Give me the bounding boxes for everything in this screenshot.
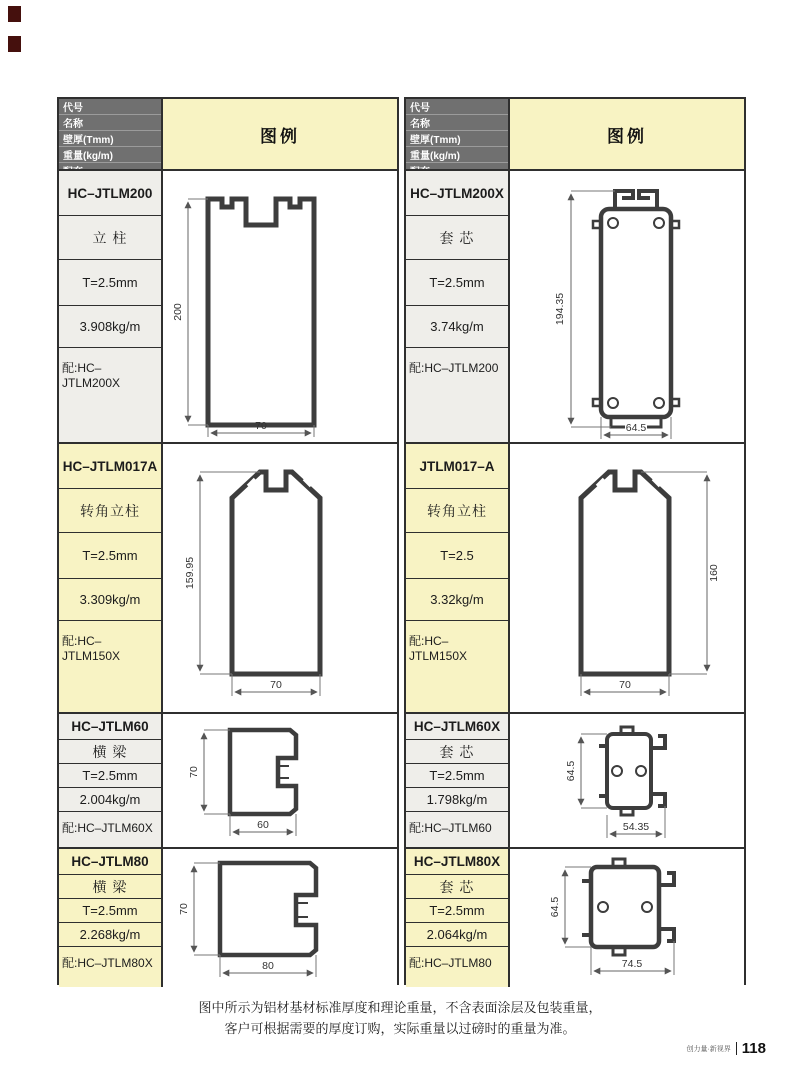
profile-row-HC-JTLM80X	[406, 847, 744, 987]
profile-match: 配:HC–JTLM60X	[62, 821, 153, 835]
profile-labels	[59, 171, 163, 442]
profile-outline	[581, 472, 669, 674]
header-field-labels	[406, 99, 510, 169]
profile-diagram-cell	[510, 171, 744, 442]
header-label-weight: 重量(kg/m)	[406, 147, 508, 163]
profile-diagram-cell	[163, 714, 397, 847]
header-label-code: 代号	[59, 99, 161, 115]
profile-name: 立 柱	[59, 216, 161, 260]
profile-drawing-beam-60	[164, 714, 396, 847]
profile-thickness: T=2.5mm	[59, 899, 161, 923]
profile-outline	[607, 734, 651, 808]
legend-header: 图例	[510, 99, 744, 169]
footer-note	[0, 997, 800, 1039]
profile-code: JTLM017–A	[406, 444, 508, 489]
profile-weight: 3.309kg/m	[59, 579, 161, 621]
profile-name: 横 梁	[59, 740, 161, 764]
dimension-height: 64.5	[565, 760, 577, 782]
profile-code: HC–JTLM200	[59, 171, 161, 216]
profile-diagram-cell	[163, 444, 397, 712]
print-mark-top	[8, 6, 21, 22]
profile-diagram-cell	[510, 849, 744, 987]
profile-match: 配:HC–JTLM150X	[62, 634, 121, 663]
profile-labels	[59, 444, 163, 712]
profile-outline	[591, 867, 659, 947]
profile-thickness: T=2.5mm	[59, 260, 161, 306]
profile-name: 套 芯	[406, 216, 508, 260]
profile-drawing-insert-200	[511, 171, 743, 442]
header-label-thickness: 壁厚(Tmm)	[406, 131, 508, 147]
profile-drawing-insert-80	[511, 849, 743, 987]
profile-drawing-corner-mullion-x	[511, 444, 743, 712]
dimension-width: 80	[262, 960, 274, 972]
profile-row-HC-JTLM017A	[59, 442, 397, 712]
page-info	[686, 1040, 766, 1057]
page-number: 118	[741, 1040, 766, 1057]
profile-name: 转角立柱	[59, 489, 161, 533]
profile-code: HC–JTLM60X	[406, 714, 508, 740]
profile-labels	[406, 714, 510, 847]
profile-labels	[406, 171, 510, 442]
profile-drawing-mullion-200	[164, 171, 396, 442]
dimension-height: 194.35	[554, 292, 566, 326]
dimension-height: 70	[178, 903, 190, 915]
dimension-width: 70	[619, 679, 631, 691]
footer-note-line1: 图中所示为铝材基材标准厚度和理论重量，不含表面涂层及包装重量，	[198, 1000, 602, 1015]
profile-name: 套 芯	[406, 740, 508, 764]
dimension-width: 54.35	[622, 821, 650, 833]
profile-outline	[220, 863, 316, 955]
catalog-column-right	[404, 97, 746, 985]
profile-match: 配:HC–JTLM60	[409, 821, 492, 835]
profile-match: 配:HC–JTLM200X	[62, 361, 121, 390]
legend-header: 图例	[163, 99, 397, 169]
profile-code: HC–JTLM80X	[406, 849, 508, 875]
header-label-code: 代号	[406, 99, 508, 115]
profile-thickness: T=2.5mm	[406, 899, 508, 923]
profile-thickness: T=2.5mm	[59, 764, 161, 788]
profile-match: 配:HC–JTLM200	[409, 361, 499, 375]
profile-labels	[59, 849, 163, 987]
profile-outline	[232, 472, 320, 674]
profile-weight: 3.74kg/m	[406, 306, 508, 348]
profile-row-HC-JTLM60X	[406, 712, 744, 847]
profile-diagram-cell	[510, 444, 744, 712]
profile-thickness: T=2.5mm	[406, 764, 508, 788]
profile-match: 配:HC–JTLM80X	[62, 956, 153, 970]
profile-labels	[406, 444, 510, 712]
profile-row-JTLM017-A	[406, 442, 744, 712]
page-number-divider	[736, 1042, 737, 1055]
profile-weight: 2.064kg/m	[406, 923, 508, 947]
header-label-thickness: 壁厚(Tmm)	[59, 131, 161, 147]
profile-outline	[601, 209, 671, 417]
dimension-width: 74.5	[621, 958, 643, 970]
profile-labels	[406, 849, 510, 987]
profile-thickness: T=2.5mm	[59, 533, 161, 579]
profile-row-HC-JTLM60	[59, 712, 397, 847]
profile-weight: 2.004kg/m	[59, 788, 161, 812]
profile-weight: 1.798kg/m	[406, 788, 508, 812]
header-right	[406, 99, 744, 169]
dimension-height: 70	[188, 766, 200, 778]
profile-diagram-cell	[510, 714, 744, 847]
profile-drawing-insert-60	[511, 714, 743, 847]
profile-code: HC–JTLM017A	[59, 444, 161, 489]
profile-match: 配:HC–JTLM150X	[409, 634, 468, 663]
header-label-name: 名称	[406, 115, 508, 131]
profile-code: HC–JTLM80	[59, 849, 161, 875]
profile-labels	[59, 714, 163, 847]
header-field-labels	[59, 99, 163, 169]
profile-match: 配:HC–JTLM80	[409, 956, 492, 970]
profile-outline	[230, 730, 296, 814]
dimension-height: 160	[708, 564, 720, 582]
profile-row-HC-JTLM200X	[406, 169, 744, 442]
profile-weight: 3.908kg/m	[59, 306, 161, 348]
profile-row-HC-JTLM80	[59, 847, 397, 987]
profile-outline	[208, 199, 314, 425]
header-left	[59, 99, 397, 169]
profile-name: 套 芯	[406, 875, 508, 899]
dimension-width: 64.5	[625, 422, 647, 434]
profile-drawing-beam-80	[164, 849, 396, 987]
catalog-column-left	[57, 97, 399, 985]
profile-thickness: T=2.5mm	[406, 260, 508, 306]
profile-catalog-table	[57, 97, 746, 985]
profile-diagram-cell	[163, 171, 397, 442]
profile-weight: 3.32kg/m	[406, 579, 508, 621]
profile-code: HC–JTLM60	[59, 714, 161, 740]
profile-drawing-corner-mullion	[164, 444, 396, 712]
profile-diagram-cell	[163, 849, 397, 987]
dimension-height: 64.5	[549, 896, 561, 918]
profile-name: 横 梁	[59, 875, 161, 899]
profile-thickness: T=2.5	[406, 533, 508, 579]
profile-name: 转角立柱	[406, 489, 508, 533]
footer-note-line2: 客户可根据需要的厚度订购，实际重量以过磅时的重量为准。	[224, 1021, 576, 1036]
profile-row-HC-JTLM200	[59, 169, 397, 442]
dimension-height: 159.95	[184, 556, 196, 590]
header-label-weight: 重量(kg/m)	[59, 147, 161, 163]
profile-code: HC–JTLM200X	[406, 171, 508, 216]
brand-slogan: 创力量·新视界	[686, 1045, 731, 1053]
dimension-width: 60	[257, 819, 269, 831]
dimension-width: 70	[255, 420, 267, 432]
dimension-width: 70	[270, 679, 282, 691]
header-label-name: 名称	[59, 115, 161, 131]
profile-weight: 2.268kg/m	[59, 923, 161, 947]
print-mark-bottom	[8, 36, 21, 52]
dimension-height: 200	[172, 303, 184, 321]
